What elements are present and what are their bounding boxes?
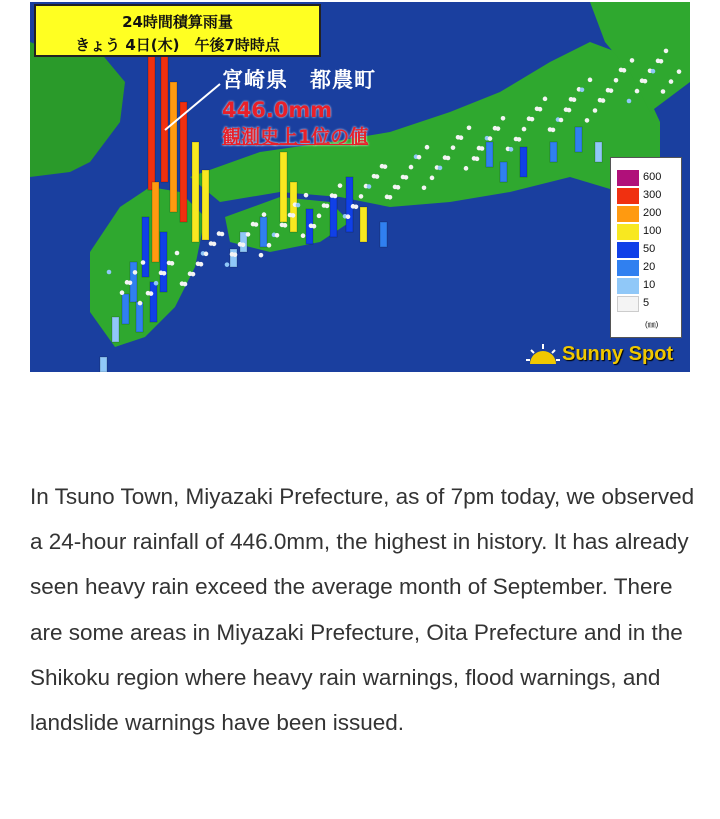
callout-pointer [30,2,690,372]
callout-record: 観測史上1位の値 [222,126,369,148]
legend-swatch [617,242,639,258]
article-text: In Tsuno Town, Miyazaki Prefecture, as of 7pm today, we observed a 24-hour rainfall of 446.0mm, the highest in history. It has already seen heavy rain exceed the average month of September. There are some areas in Miyazaki Prefecture, Oita Prefecture and in the Shikoku region where heavy rain warnings, flood warnings, and landslide warnings have been issued. [30,484,695,736]
legend-swatch [617,260,639,276]
legend-item [617,242,677,258]
legend-item [617,296,677,312]
legend-label: 20 [643,261,656,273]
legend-item [617,260,677,276]
rainfall-map-image [30,2,690,372]
legend-item [617,278,677,294]
callout-value: 446.0mm [222,98,333,122]
legend-label: 600 [643,171,662,183]
legend-item [617,206,677,222]
brand-logo [526,342,686,368]
legend-label: 100 [643,225,662,237]
legend-label: 300 [643,189,662,201]
legend [610,157,682,338]
brand-name: Sunny Spot [562,343,674,365]
legend-item [617,188,677,204]
legend-label: 50 [643,243,656,255]
legend-label: 5 [643,297,650,309]
legend-swatch [617,188,639,204]
sun-icon [526,342,560,368]
legend-swatch [617,296,639,312]
legend-label: 200 [643,207,662,219]
map-timestamp: きょう 4日(木) 午後7時時点 [75,36,280,54]
legend-swatch [617,170,639,186]
callout [222,64,376,149]
legend-unit: (㎜) [645,320,659,329]
legend-swatch [617,206,639,222]
legend-item [617,170,677,186]
legend-label: 10 [643,279,656,291]
map-title: 24時間積算雨量 [122,13,233,31]
legend-swatch [617,278,639,294]
callout-location: 宮崎県 都農町 [222,68,376,92]
legend-swatch [617,224,639,240]
legend-item [617,224,677,240]
